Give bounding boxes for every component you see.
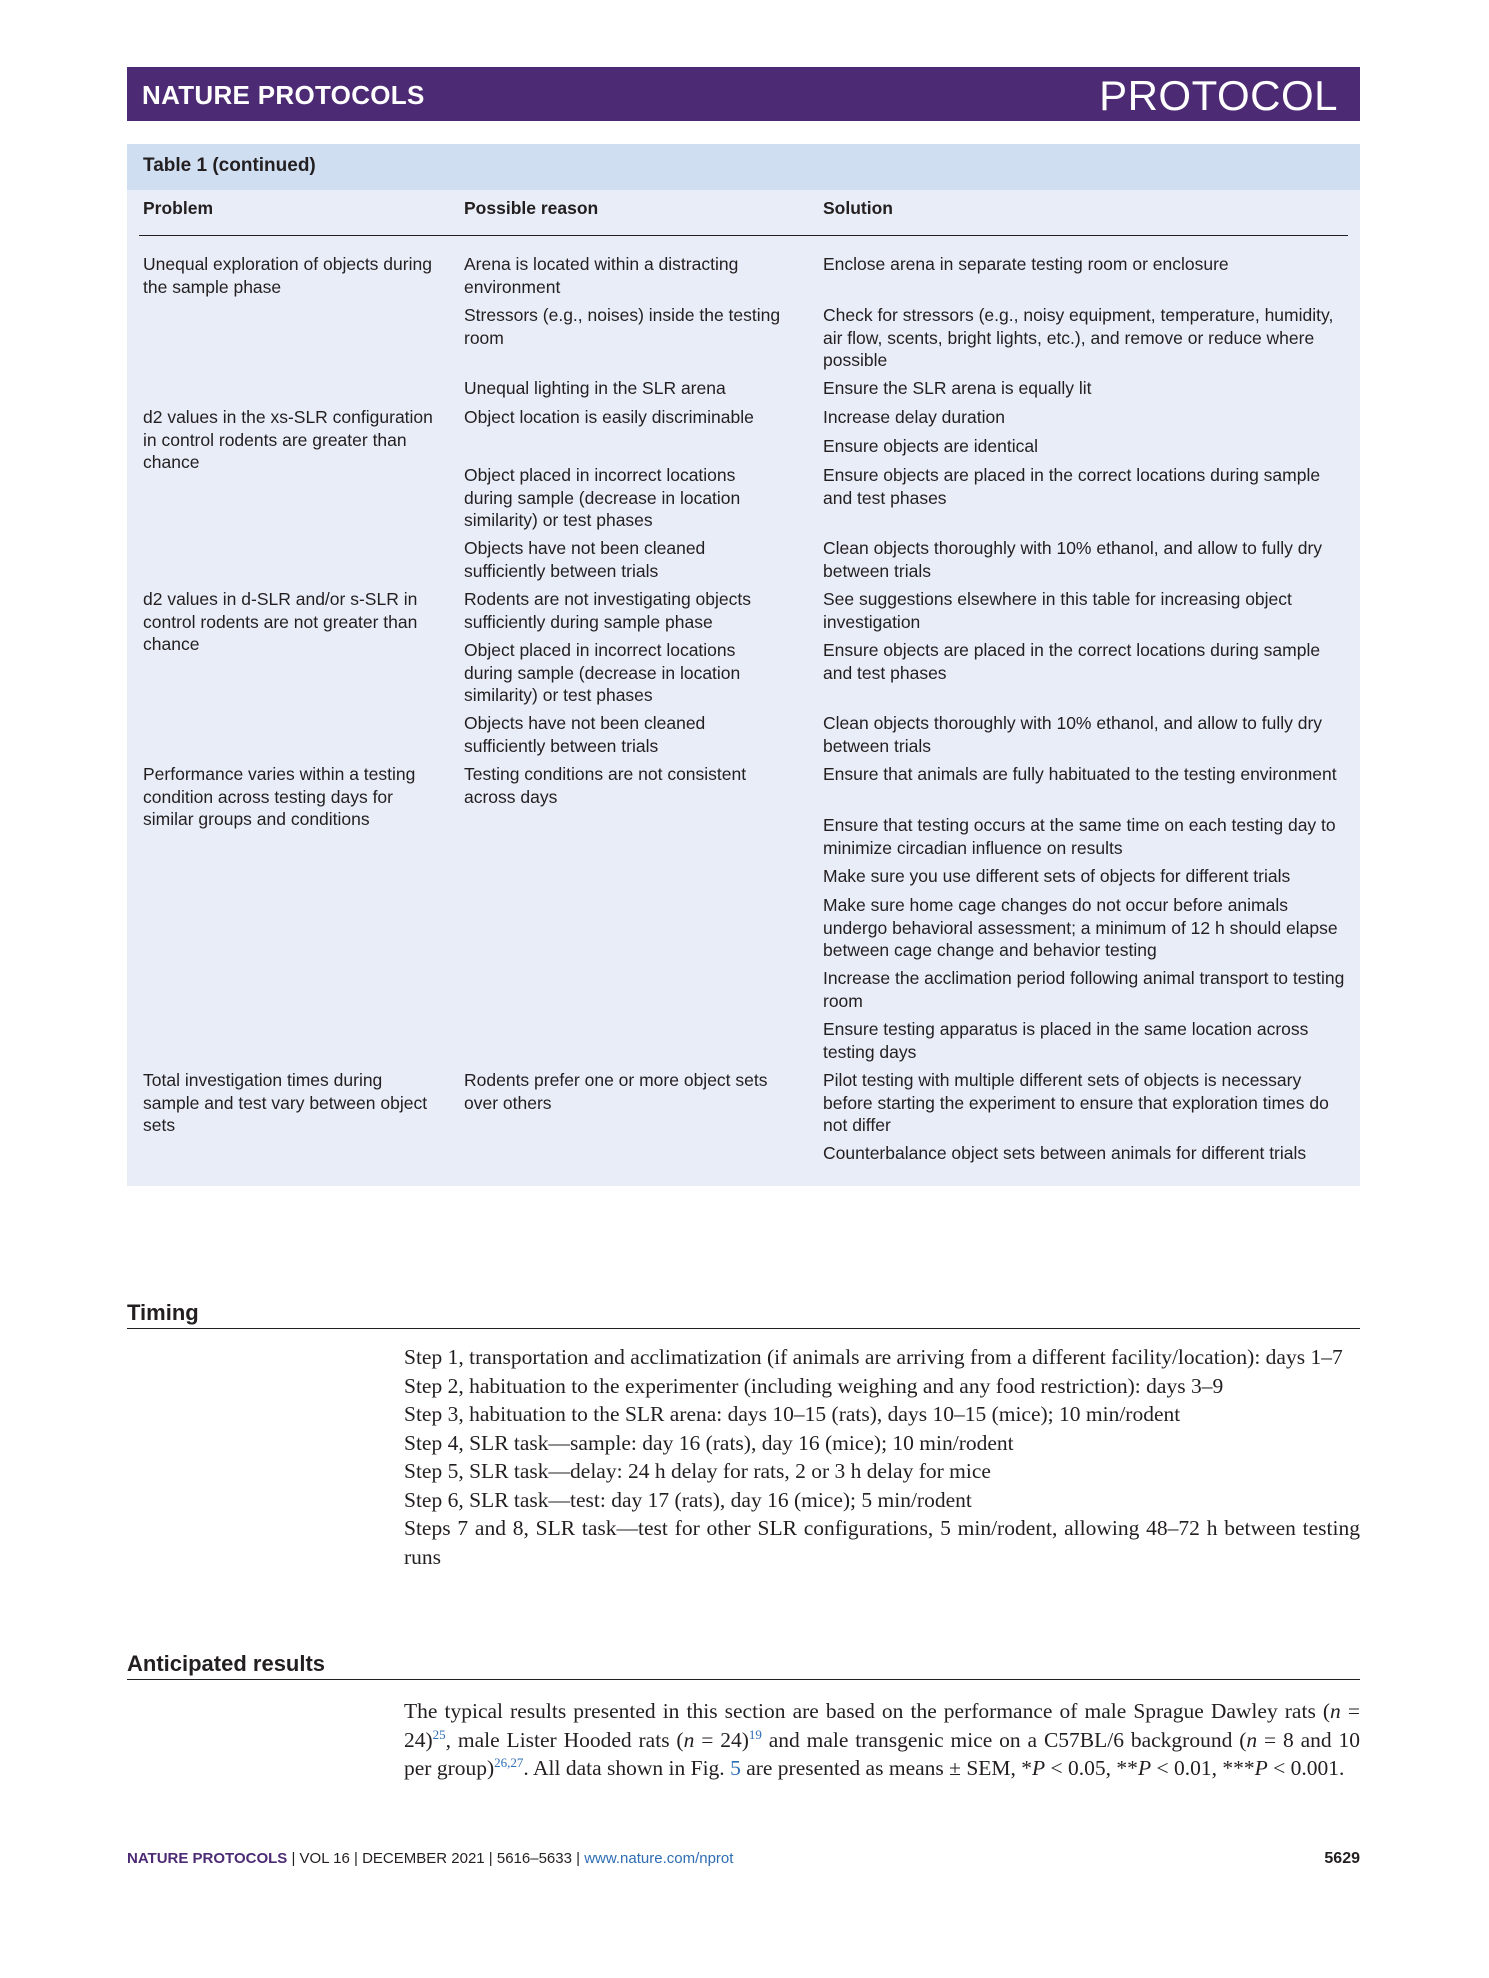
reason-cell: Rodents are not investigating objects sufficiently during sample phase (464, 589, 751, 632)
timing-step: Step 1, transportation and acclimatization (if animals are arriving from a different facility/location): days 1–7 (404, 1345, 1343, 1369)
reason-cell: Object placed in incorrect locations during sample (decrease in location similarity) or test phases (464, 640, 741, 705)
text-run: , male Lister Hooded rats ( (445, 1727, 684, 1752)
reason-cell: Object location is easily discriminable (464, 407, 754, 427)
italic-variable: P (1137, 1756, 1152, 1780)
solution-cell: Make sure home cage changes do not occur before animals undergo behavioral assessment; a minimum of 12 h should elapse between cage change and behavior testing (823, 895, 1338, 960)
table-caption-bar (127, 144, 1360, 190)
solution-cell: Clean objects thoroughly with 10% ethanol, and allow to fully dry between trials (823, 538, 1323, 581)
timing-step: Step 5, SLR task—delay: 24 h delay for rats, 2 or 3 h delay for mice (404, 1459, 991, 1483)
text-run: = 24) (404, 1699, 1360, 1752)
solution-cell: Increase the acclimation period following animal transport to testing room (823, 968, 1345, 1011)
problem-cell: Unequal exploration of objects during the sample phase (143, 254, 432, 297)
footer-separator: | (287, 1850, 300, 1867)
text-run: < 0.05, ** (1045, 1756, 1138, 1780)
table-caption: Table 1 (continued) (143, 155, 316, 176)
solution-cell: Make sure you use different sets of objects for different trials (823, 866, 1291, 886)
timing-step: Step 6, SLR task—test: day 17 (rats), day 16 (mice); 5 min/rodent (404, 1487, 972, 1512)
timing-step: Step 3, habituation to the SLR arena: days 10–15 (rats), days 10–15 (mice); 10 min/rodent (404, 1402, 1181, 1426)
column-header-possible-reason: Possible reason (464, 198, 599, 218)
text-run: The typical results presented in this section are based on the performance of male Sprague Dawley rats ( (404, 1699, 1331, 1723)
italic-variable: P (1032, 1756, 1046, 1780)
timing-heading: Timing (127, 1300, 1360, 1329)
problem-cell: d2 values in the xs-SLR configuration in control rodents are greater than chance (143, 407, 433, 472)
text-run: < 0.001. (1267, 1756, 1345, 1780)
solution-cell: Ensure that animals are fully habituated to the testing environment (823, 764, 1337, 784)
solution-cell: Enclose arena in separate testing room or enclosure (823, 254, 1229, 274)
header-rule (139, 235, 1348, 236)
footer-pages: 5616–5633 (496, 1850, 572, 1867)
reference-link[interactable]: 25 (432, 1726, 446, 1742)
footer-date: DECEMBER 2021 (362, 1850, 485, 1867)
figure-link[interactable]: 5 (730, 1756, 741, 1780)
text-run: are presented as means ± SEM, * (740, 1756, 1033, 1780)
journal-header-bar (127, 67, 1360, 121)
italic-variable: n (1246, 1727, 1258, 1752)
reason-cell: Rodents prefer one or more object sets over others (464, 1070, 768, 1113)
footer-separator: | (349, 1850, 363, 1867)
reason-cell: Stressors (e.g., noises) inside the testing room (464, 305, 781, 348)
solution-cell: Ensure testing apparatus is placed in the same location across testing days (823, 1019, 1309, 1062)
solution-cell: See suggestions elsewhere in this table for increasing object investigation (823, 589, 1292, 632)
problem-cell: d2 values in d-SLR and/or s-SLR in control rodents are not greater than chance (143, 589, 418, 654)
page-footer (127, 1850, 1360, 1867)
troubleshooting-table (127, 144, 1360, 1186)
problem-cell: Performance varies within a testing condition across testing days for similar groups and conditions (143, 764, 416, 829)
timing-step: Step 4, SLR task—sample: day 16 (rats), day 16 (mice); 10 min/rodent (404, 1430, 1014, 1455)
solution-cell: Ensure objects are identical (823, 436, 1038, 456)
footer-separator: | (484, 1850, 497, 1867)
column-header-solution: Solution (823, 198, 893, 218)
solution-cell: Ensure objects are placed in the correct locations during sample and test phases (823, 465, 1321, 508)
italic-variable: P (1254, 1756, 1268, 1780)
journal-name: NATURE PROTOCOLS (142, 80, 425, 110)
anticipated-results-heading: Anticipated results (127, 1651, 1360, 1680)
text-run: and male transgenic mice on a C57BL/6 background ( (761, 1727, 1247, 1752)
reference-link[interactable]: 19 (748, 1726, 762, 1742)
timing-step: Steps 7 and 8, SLR task—test for other SLR configurations, 5 min/rodent, allowing 48–72 h between testing runs (404, 1516, 1360, 1569)
text-run: = 24) (694, 1727, 749, 1752)
column-header-problem: Problem (143, 198, 214, 218)
page-number: 5629 (1324, 1850, 1360, 1867)
reason-cell: Objects have not been cleaned sufficiently between trials (464, 713, 706, 756)
italic-variable: n (683, 1727, 695, 1752)
reason-cell: Object placed in incorrect locations during sample (decrease in location similarity) or test phases (464, 465, 741, 530)
solution-cell: Clean objects thoroughly with 10% ethanol, and allow to fully dry between trials (823, 713, 1323, 756)
text-run: = 8 and 10 per group) (404, 1727, 1361, 1780)
reference-link[interactable]: 26,27 (494, 1754, 524, 1770)
footer-url-link[interactable]: www.nature.com/nprot (584, 1850, 734, 1867)
reason-cell: Unequal lighting in the SLR arena (464, 378, 726, 398)
solution-cell: Check for stressors (e.g., noisy equipment, temperature, humidity, air flow, scents, bright lights, etc.), and remove or reduce where possible (823, 305, 1334, 370)
article-type: PROTOCOL (1099, 72, 1338, 119)
solution-cell: Pilot testing with multiple different sets of objects is necessary before starting the experiment to ensure that exploration times do not differ (823, 1070, 1329, 1135)
solution-cell: Ensure the SLR arena is equally lit (823, 378, 1092, 398)
timing-step: Step 2, habituation to the experimenter (including weighing and any food restriction): days 3–9 (404, 1373, 1224, 1398)
italic-variable: n (1330, 1699, 1341, 1723)
solution-cell: Counterbalance object sets between animals for different trials (823, 1143, 1307, 1163)
reason-cell: Objects have not been cleaned sufficiently between trials (464, 538, 706, 581)
text-run: . All data shown in Fig. (523, 1756, 731, 1780)
problem-cell: Total investigation times during sample and test vary between object sets (143, 1070, 428, 1135)
footer-journal: NATURE PROTOCOLS (127, 1850, 288, 1867)
timing-steps (404, 1343, 1360, 1571)
footer-separator: | (571, 1850, 585, 1867)
solution-cell: Increase delay duration (823, 407, 1005, 427)
footer-volume: VOL 16 (299, 1850, 350, 1867)
solution-cell: Ensure objects are placed in the correct locations during sample and test phases (823, 640, 1321, 683)
reason-cell: Arena is located within a distracting environment (464, 254, 739, 297)
anticipated-results-paragraph (404, 1697, 1360, 1783)
reason-cell: Testing conditions are not consistent across days (464, 764, 747, 807)
solution-cell: Ensure that testing occurs at the same time on each testing day to minimize circadian influence on results (823, 815, 1336, 858)
text-run: < 0.01, *** (1151, 1756, 1255, 1780)
